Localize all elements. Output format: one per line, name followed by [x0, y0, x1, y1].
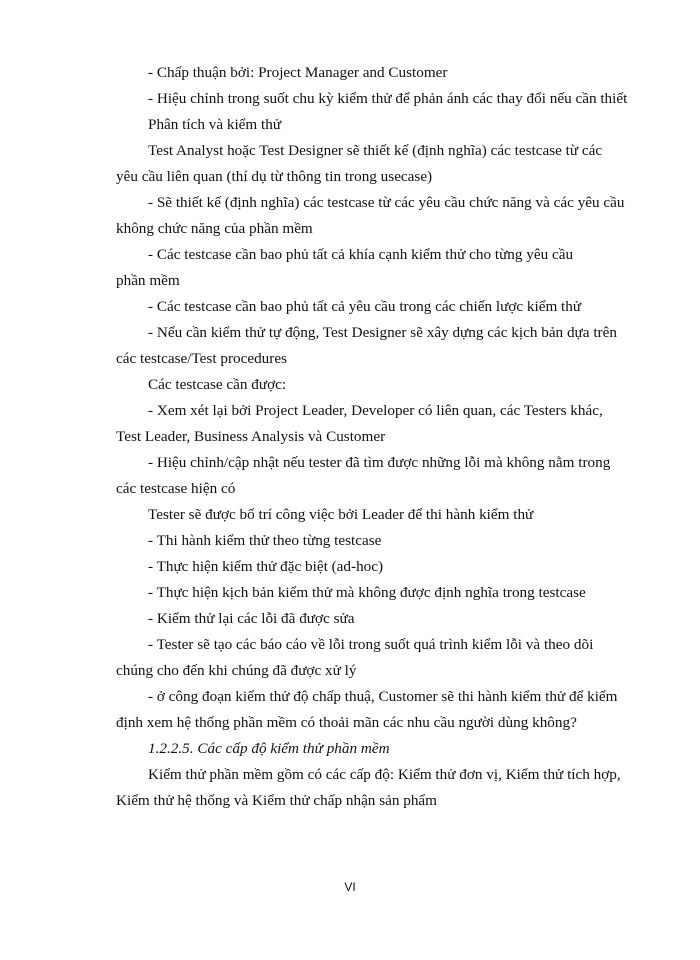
- bullet-coverage-aspects-line2: phần mềm: [116, 272, 180, 289]
- section-heading: 1.2.2.5. Các cấp độ kiểm thử phần mềm: [148, 740, 390, 757]
- bullet-coverage-strategies: - Các testcase cần bao phủ tất cả yêu cầu trong các chiến lược kiểm thử: [148, 298, 582, 315]
- bullet-bug-reports-line1: - Tester sẽ tạo các báo cáo về lỗi trong suốt quá trình kiểm lỗi và theo dõi: [148, 636, 594, 653]
- bullet-design-testcases-line1: - Sẽ thiết kế (định nghĩa) các testcase từ các yêu cầu chức năng và các yêu cầu: [148, 194, 625, 211]
- bullet-update-line1: - Hiệu chỉnh/cập nhật nếu tester đã tìm được những lỗi mà không nằm trong: [148, 454, 611, 471]
- bullet-approval: - Chấp thuận bởi: Project Manager and Customer: [148, 64, 448, 81]
- bullet-bug-reports-line2: chúng cho đến khi chúng đã được xử lý: [116, 662, 357, 679]
- paragraph-tester-assigned: Tester sẽ được bố trí công việc bởi Leader để thi hành kiểm thử: [148, 506, 534, 523]
- bullet-automation-line1: - Nếu cần kiểm thử tự động, Test Designer sẽ xây dựng các kịch bản dựa trên: [148, 324, 617, 341]
- bullet-acceptance-line1: - ở công đoạn kiểm thử độ chấp thuậ, Customer sẽ thi hành kiểm thử để kiểm: [148, 688, 618, 705]
- bullet-automation-line2: các testcase/Test procedures: [116, 350, 287, 367]
- bullet-retest-fixes: - Kiểm thử lại các lỗi đã được sửa: [148, 610, 355, 627]
- paragraph-test-analyst-line2: yêu cầu liên quan (thí dụ từ thông tin trong usecase): [116, 168, 433, 185]
- bullet-coverage-aspects-line1: - Các testcase cần bao phủ tất cả khía cạnh kiểm thử cho từng yêu cầu: [148, 246, 574, 263]
- paragraph-test-levels-line1: Kiểm thử phần mềm gồm có các cấp độ: Kiểm thử đơn vị, Kiểm thử tích hợp,: [148, 766, 621, 783]
- bullet-adjust-during-cycle: - Hiệu chỉnh trong suốt chu kỳ kiểm thử để phản ánh các thay đổi nếu cần thiết: [148, 90, 628, 107]
- bullet-review-line1: - Xem xét lại bởi Project Leader, Developer có liên quan, các Testers khác,: [148, 402, 603, 419]
- bullet-acceptance-line2: định xem hệ thống phần mềm có thoải mãn các nhu cầu người dùng không?: [116, 714, 577, 731]
- bullet-execute-testcase: - Thi hành kiểm thử theo từng testcase: [148, 532, 382, 549]
- bullet-undefined-scenarios: - Thực hiện kịch bản kiểm thử mà không được định nghĩa trong testcase: [148, 584, 586, 601]
- bullet-adhoc-testing: - Thực hiện kiểm thử đặc biệt (ad-hoc): [148, 558, 384, 575]
- bullet-review-line2: Test Leader, Business Analysis và Customer: [116, 428, 386, 445]
- paragraph-analysis-testing: Phân tích và kiểm thử: [148, 116, 282, 133]
- bullet-update-line2: các testcase hiện có: [116, 480, 236, 497]
- paragraph-testcases-need: Các testcase cần được:: [148, 376, 287, 393]
- page-number: VI: [344, 880, 356, 894]
- bullet-design-testcases-line2: không chức năng của phần mềm: [116, 220, 313, 237]
- paragraph-test-levels-line2: Kiểm thử hệ thống và Kiểm thử chấp nhận sản phẩm: [116, 792, 437, 809]
- paragraph-test-analyst-line1: Test Analyst hoặc Test Designer sẽ thiết kế (định nghĩa) các testcase từ các: [148, 142, 603, 159]
